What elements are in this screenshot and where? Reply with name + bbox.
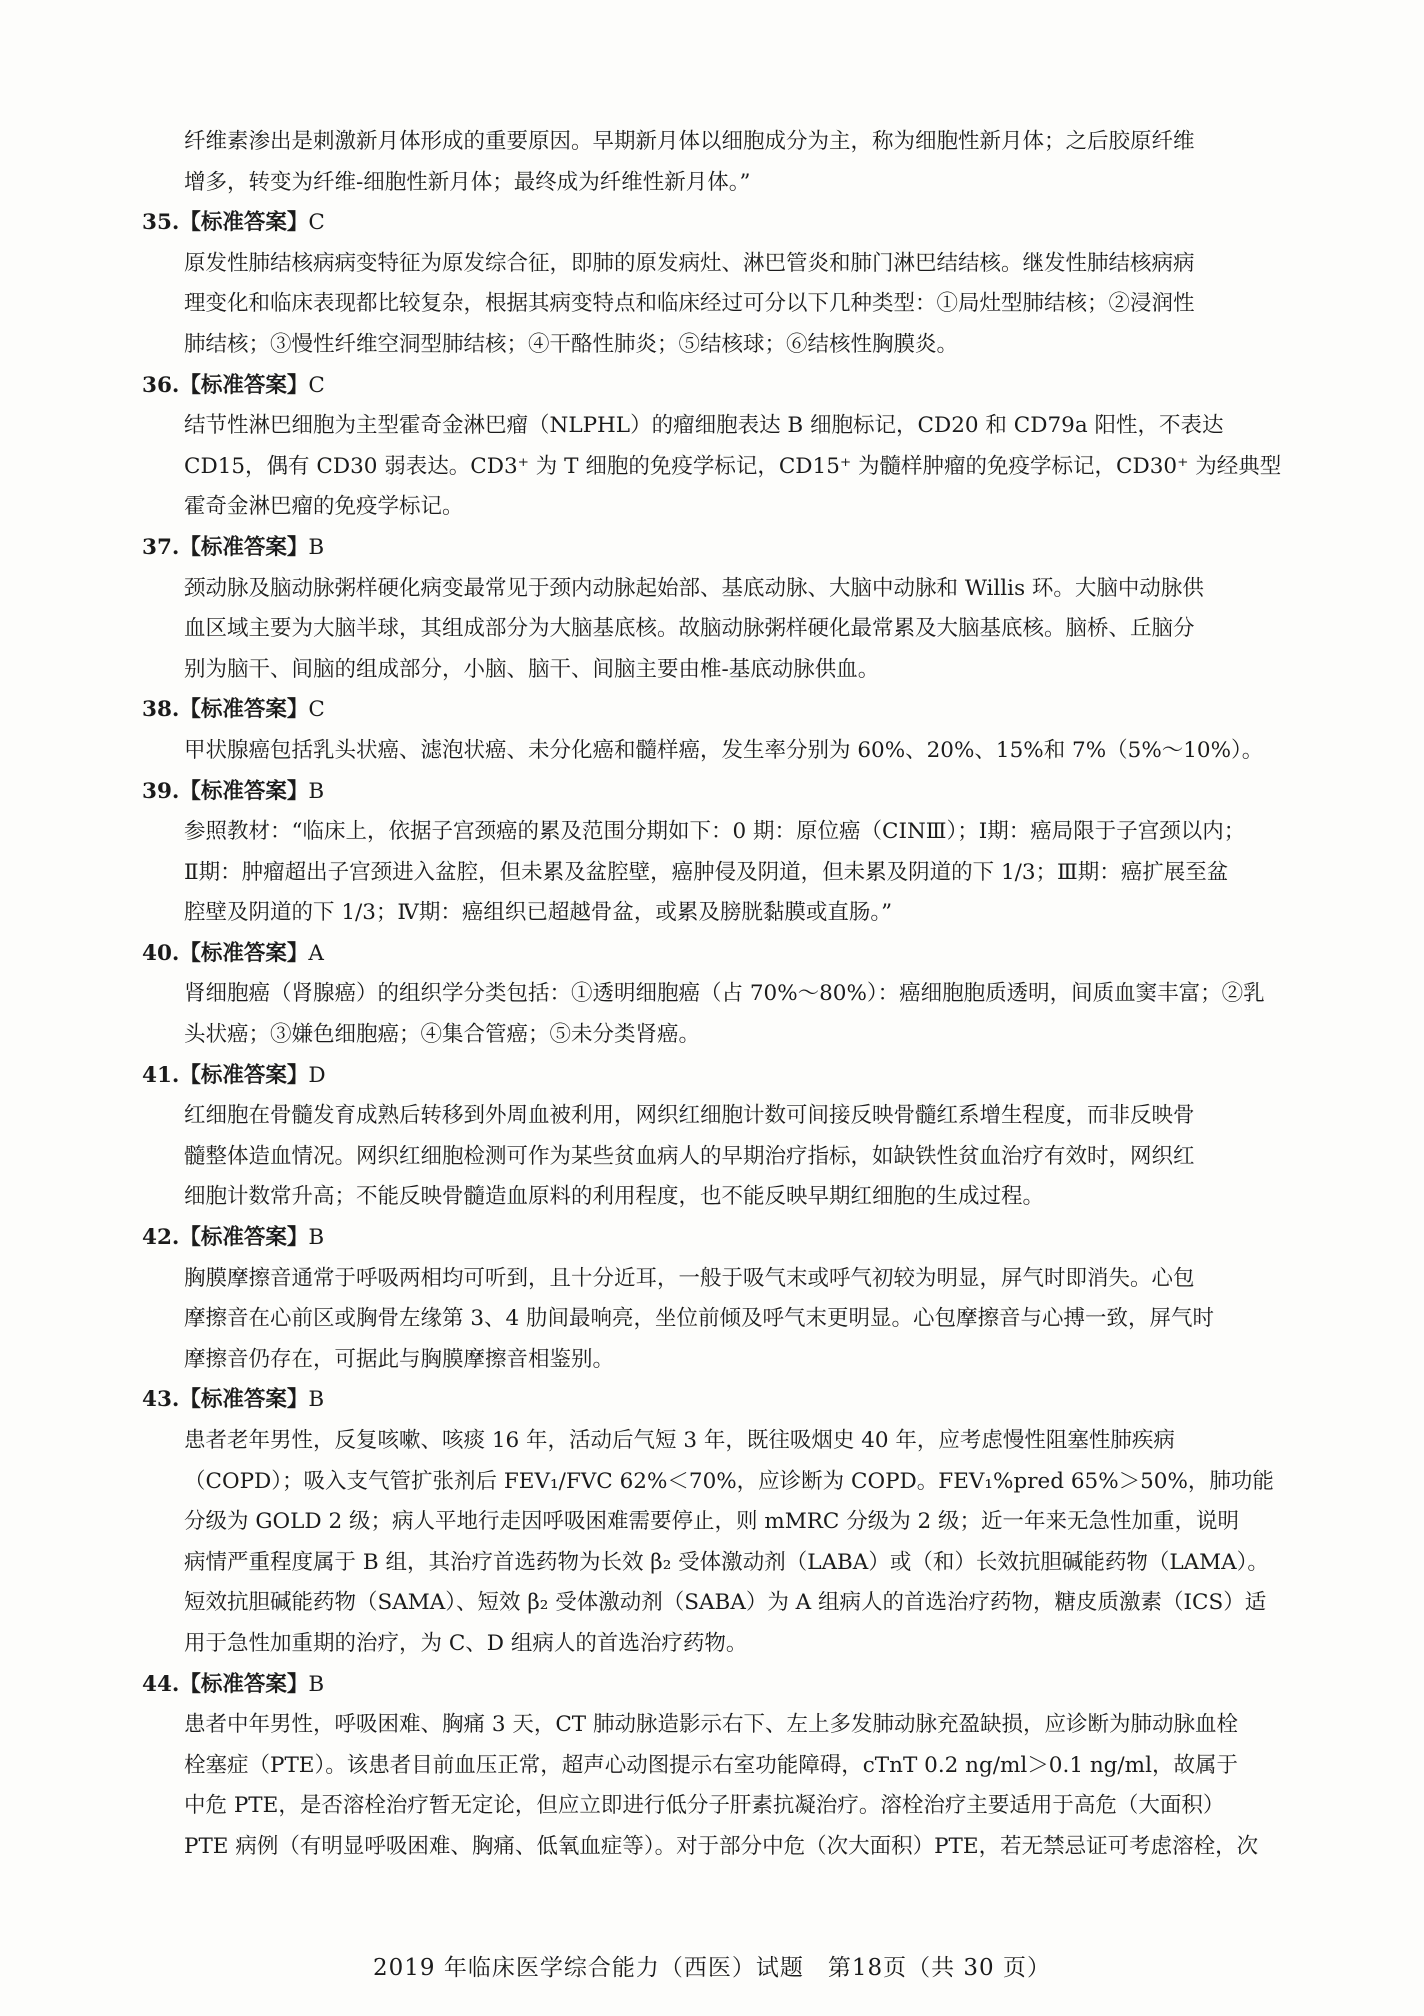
answer-label: 【标准答案】 xyxy=(179,1671,309,1697)
answer-explanations xyxy=(142,122,1342,1868)
explanation-line: 用于急性加重期的治疗，为 C、D 组病人的首选治疗药物。 xyxy=(184,1630,748,1656)
explanation-line: 头状癌；③嫌色细胞癌；④集合管癌；⑤未分类肾癌。 xyxy=(184,1022,701,1048)
answer-label: 【标准答案】 xyxy=(179,1387,309,1413)
explanation-line: 肾细胞癌（肾腺癌）的组织学分类包括：①透明细胞癌（占 70%～80%）：癌细胞胞质透明，间质血窦丰富；②乳 xyxy=(184,981,1265,1007)
question-number: 37. xyxy=(142,534,180,560)
explanation-line: CD15，偶有 CD30 弱表达。CD3⁺ 为 T 细胞的免疫学标记，CD15⁺ 为髓样肿瘤的免疫学标记，CD30⁺ 为经典型 xyxy=(184,453,1282,479)
explanation-line: 患者中年男性，呼吸困难、胸痛 3 天，CT 肺动脉造影示右下、左上多发肺动脉充盈缺损，应诊断为肺动脉血栓 xyxy=(184,1712,1238,1738)
explanation-line: 短效抗胆碱能药物（SAMA）、短效 β₂ 受体激动剂（SABA）为 A 组病人的首选治疗药物，糖皮质激素（ICS）适 xyxy=(184,1590,1267,1616)
answer-label: 【标准答案】 xyxy=(179,1062,309,1088)
answer-heading xyxy=(142,772,1342,813)
question-number: 43. xyxy=(142,1387,180,1413)
answer-letter: C xyxy=(308,372,325,398)
answer-letter: A xyxy=(308,940,324,966)
answer-letter: B xyxy=(308,1225,325,1251)
answer-label: 【标准答案】 xyxy=(179,697,309,723)
answer-letter: B xyxy=(308,1387,325,1413)
intro-line: 增多，转变为纤维-细胞性新月体；最终成为纤维性新月体。” xyxy=(184,169,751,195)
question-number: 40. xyxy=(142,940,180,966)
answer-label: 【标准答案】 xyxy=(179,778,309,804)
answer-letter: D xyxy=(308,1062,326,1088)
answer-label: 【标准答案】 xyxy=(179,372,309,398)
question-number: 44. xyxy=(142,1671,180,1697)
question-number: 38. xyxy=(142,697,180,723)
explanation-line: 摩擦音在心前区或胸骨左缘第 3、4 肋间最响亮，坐位前倾及呼气末更明显。心包摩擦音与心搏一致，屏气时 xyxy=(184,1306,1215,1332)
answer-heading xyxy=(142,1665,1342,1706)
explanation-line: 原发性肺结核病病变特征为原发综合征，即肺的原发病灶、淋巴管炎和肺门淋巴结结核。继发性肺结核病病 xyxy=(184,250,1195,276)
explanation-line: 患者老年男性，反复咳嗽、咳痰 16 年，活动后气短 3 年，既往吸烟史 40 年，应考虑慢性阻塞性肺疾病 xyxy=(184,1428,1175,1453)
answer-heading xyxy=(142,690,1342,731)
answer-label: 【标准答案】 xyxy=(179,210,309,236)
explanation-line: Ⅱ期：肿瘤超出子宫颈进入盆腔，但未累及盆腔壁，癌肿侵及阴道，但未累及阴道的下 1/3；Ⅲ期：癌扩展至盆 xyxy=(184,859,1229,885)
answer-label: 【标准答案】 xyxy=(179,534,309,560)
answer-letter: C xyxy=(308,697,325,723)
explanation-line: 肺结核；③慢性纤维空洞型肺结核；④干酪性肺炎；⑤结核球；⑥结核性胸膜炎。 xyxy=(184,331,959,357)
answer-heading xyxy=(142,1380,1342,1421)
explanation-line: 红细胞在骨髓发育成熟后转移到外周血被利用，网织红细胞计数可间接反映骨髓红系增生程度，而非反映骨 xyxy=(184,1103,1195,1129)
answer-label: 【标准答案】 xyxy=(179,940,309,966)
question-number: 42. xyxy=(142,1225,180,1251)
answer-heading xyxy=(142,366,1342,407)
answer-letter: B xyxy=(308,778,325,804)
explanation-line: 分级为 GOLD 2 级；病人平地行走因呼吸困难需要停止，则 mMRC 分级为 2 级；近一年来无急性加重，说明 xyxy=(184,1509,1240,1535)
explanation-line: 胸膜摩擦音通常于呼吸两相均可听到，且十分近耳，一般于吸气末或呼气初较为明显，屏气时即消失。心包 xyxy=(184,1265,1195,1291)
explanation-line: 理变化和临床表现都比较复杂，根据其病变特点和临床经过可分以下几种类型：①局灶型肺结核；②浸润性 xyxy=(184,291,1195,317)
page-footer: 2019 年临床医学综合能力（西医）试题 第18页（共 30 页） xyxy=(373,1955,1051,1981)
explanation-line: 参照教材：“临床上，依据子宫颈癌的累及范围分期如下：0 期：原位癌（CINⅢ）；Ⅰ期：癌局限于子宫颈以内； xyxy=(184,819,1246,845)
explanation-line: 甲状腺癌包括乳头状癌、滤泡状癌、未分化癌和髓样癌，发生率分别为 60%、20%、15%和 7%（5%～10%）。 xyxy=(184,737,1264,763)
explanation-line: PTE 病例（有明显呼吸困难、胸痛、低氧血症等）。对于部分中危（次大面积）PTE，若无禁忌证可考虑溶栓，次 xyxy=(184,1833,1259,1859)
answer-heading xyxy=(142,1218,1342,1259)
explanation-line: 颈动脉及脑动脉粥样硬化病变最常见于颈内动脉起始部、基底动脉、大脑中动脉和 Willis 环。大脑中动脉供 xyxy=(184,575,1204,601)
explanation-line: 摩擦音仍存在，可据此与胸膜摩擦音相鉴别。 xyxy=(184,1346,615,1372)
question-number: 39. xyxy=(142,778,180,804)
intro-line: 纤维素渗出是刺激新月体形成的重要原因。早期新月体以细胞成分为主，称为细胞性新月体；之后胶原纤维 xyxy=(184,129,1195,154)
answer-heading xyxy=(142,934,1342,975)
explanation-line: 病情严重程度属于 B 组，其治疗首选药物为长效 β₂ 受体激动剂（LABA）或（和）长效抗胆碱能药物（LAMA）。 xyxy=(184,1549,1269,1575)
explanation-line: （COPD）；吸入支气管扩张剂后 FEV₁/FVC 62%＜70%，应诊断为 COPD。FEV₁%pred 65%＞50%，肺功能 xyxy=(184,1468,1274,1494)
answer-heading xyxy=(142,203,1342,244)
explanation-line: 血区域主要为大脑半球，其组成部分为大脑基底核。故脑动脉粥样硬化最常累及大脑基底核。脑桥、丘脑分 xyxy=(184,616,1195,642)
answer-letter: B xyxy=(308,534,325,560)
answer-label: 【标准答案】 xyxy=(179,1225,309,1251)
explanation-line: 中危 PTE，是否溶栓治疗暂无定论，但应立即进行低分子肝素抗凝治疗。溶栓治疗主要适用于高危（大面积） xyxy=(184,1793,1225,1819)
explanation-line: 细胞计数常升高；不能反映骨髓造血原料的利用程度，也不能反映早期红细胞的生成过程。 xyxy=(184,1184,1045,1210)
answer-letter: C xyxy=(308,210,325,236)
explanation-line: 腔壁及阴道的下 1/3；Ⅳ期：癌组织已超越骨盆，或累及膀胱黏膜或直肠。” xyxy=(184,900,893,926)
answer-heading xyxy=(142,1056,1342,1097)
question-number: 41. xyxy=(142,1062,180,1088)
answer-heading xyxy=(142,528,1342,569)
question-number: 35. xyxy=(142,210,180,236)
explanation-line: 别为脑干、间脑的组成部分，小脑、脑干、间脑主要由椎-基底动脉供血。 xyxy=(184,656,880,682)
question-number: 36. xyxy=(142,372,180,398)
answer-letter: B xyxy=(308,1671,325,1697)
explanation-line: 髓整体造血情况。网织红细胞检测可作为某些贫血病人的早期治疗指标，如缺铁性贫血治疗有效时，网织红 xyxy=(184,1143,1195,1169)
explanation-line: 栓塞症（PTE）。该患者目前血压正常，超声心动图提示右室功能障碍，cTnT 0.2 ng/ml＞0.1 ng/ml，故属于 xyxy=(184,1752,1238,1778)
explanation-line: 结节性淋巴细胞为主型霍奇金淋巴瘤（NLPHL）的瘤细胞表达 B 细胞标记，CD20 和 CD79a 阳性，不表达 xyxy=(184,413,1224,439)
explanation-line: 霍奇金淋巴瘤的免疫学标记。 xyxy=(184,494,464,520)
